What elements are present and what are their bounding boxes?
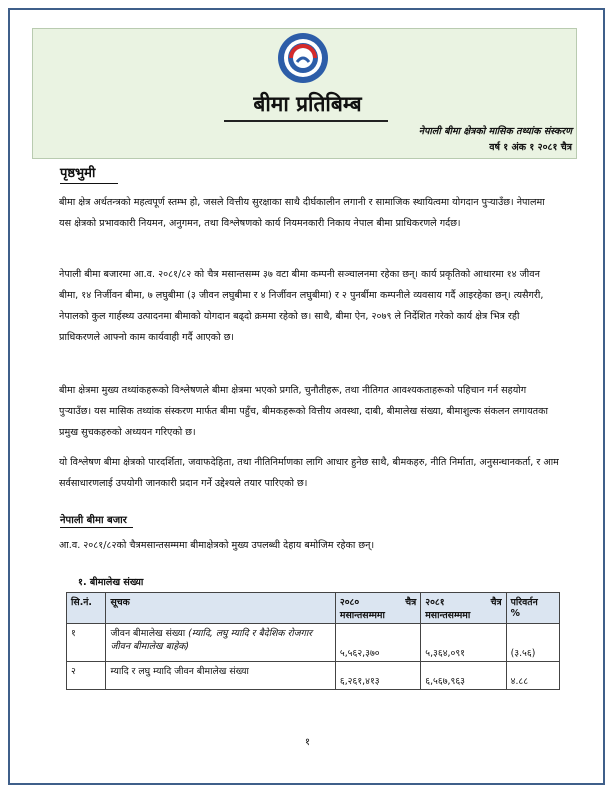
background-heading: पृष्ठभुमी xyxy=(60,166,96,181)
row-indicator-label: म्यादि र लघु म्यादि जीवन बीमालेख संख्या xyxy=(110,666,249,677)
market-heading-underline xyxy=(60,527,133,528)
paragraph-1: बीमा क्षेत्र अर्थतन्त्रको महत्वपूर्ण स्तम्भ हो, जसले वित्तीय सुरक्षाका साथै दीर्घकालीन लगानी र सामाजिक स्थायित्वमा योगदान पुऱ्याउँछ। नेपालमा यस क्षेत्रको प्रभावकारी नियमन, अनुगमन, तथा विश्लेषणको कार्य नियमनकारी निकाय नेपाल बीमा प्राधिकरणले गर्दछ। xyxy=(59,197,545,229)
table-title: १. बीमालेख संख्या xyxy=(78,577,144,588)
publication-subtitle: नेपाली बीमा क्षेत्रको मासिक तथ्यांक संस्करण xyxy=(418,126,572,137)
header-2081-year: २०८१ xyxy=(425,597,445,608)
row-indicator-label: जीवन बीमालेख संख्या xyxy=(110,628,186,639)
row-value-2081: ५,३६४,०९१ xyxy=(421,624,506,662)
insurance-authority-logo-icon xyxy=(277,32,329,84)
masthead-underline xyxy=(224,120,388,122)
header-change-label: परिवर्तन xyxy=(510,597,538,608)
row-sn: १ xyxy=(67,624,106,662)
issue-info: वर्ष १ अंक १ २०८१ चैत्र xyxy=(489,142,572,153)
market-heading: नेपाली बीमा बजार xyxy=(60,515,127,526)
header-2080-year: २०८० xyxy=(339,597,360,608)
row-change: ४.८८ xyxy=(506,662,559,690)
header-2081 xyxy=(421,593,506,624)
header-indicator: सूचक xyxy=(106,593,335,624)
table-row xyxy=(67,624,560,662)
header-sn: सि.नं. xyxy=(67,593,106,624)
table-header-row xyxy=(67,593,560,624)
header-2080-month: चैत्र xyxy=(405,597,417,608)
paragraph-4: यो विश्लेषण बीमा क्षेत्रको पारदर्शिता, जवाफदेहिता, तथा नीतिनिर्माणका लागि आधार हुनेछ साथै, बीमकहरु, नीति निर्माता, अनुसन्धानकर्ता, र आम सर्वसाधारणलाई उपयोगी जानकारी प्रदान गर्ने उद्देश्यले तयार पारिएको छ। xyxy=(59,457,559,489)
row-indicator-note: (म्यादि, लघु म्यादि र बैदेशिक रोजगार जीवन बीमालेख बाहेक) xyxy=(110,628,313,652)
row-indicator xyxy=(106,624,335,662)
paragraph-2: नेपाली बीमा बजारमा आ.व. २०८१/८२ को चैत्र मसान्तसम्म ३७ वटा बीमा कम्पनी सञ्चालनमा रहेका छन्। कार्य प्रकृतिको आधारमा १४ जीवन बीमा, १४ निर्जीवन बीमा, ७ लघुबीमा (३ जीवन लघुबीमा र ४ निर्जीवन लघुबीमा) र २ पुनर्बीमा कम्पनीले व्यवसाय गर्दै आइरहेका छन्। त्यसैगरी, नेपालको कुल गार्हस्थ्य उत्पादनमा बीमाको योगदान बढ्दो क्रममा रहेको छ। साथै, बीमा ऐन, २०७९ ले निर्देशित गरेको कार्य क्षेत्र भित्र रही प्राधिकरणले आफ्नो काम कार्यवाही गर्दै आएको छ। xyxy=(59,269,544,343)
header-change-unit: % xyxy=(510,608,520,619)
background-heading-underline xyxy=(60,183,118,184)
header-2080 xyxy=(335,593,420,624)
header-change xyxy=(506,593,559,624)
row-change: (३.५६) xyxy=(506,624,559,662)
row-value-2081: ६,५६७,९६३ xyxy=(421,662,506,690)
row-indicator xyxy=(106,662,335,690)
policy-count-table xyxy=(66,592,560,690)
market-intro: आ.व. २०८१/८२को चैत्रमसान्तसम्ममा बीमाक्षेत्रको मुख्य उपलब्धी देहाय बमोजिम रहेका छन्। xyxy=(59,540,375,551)
header-2081-month: चैत्र xyxy=(490,597,502,608)
row-value-2080: ६,२६१,४१३ xyxy=(335,662,420,690)
paragraph-3: बीमा क्षेत्रमा मुख्य तथ्यांकहरूको विश्लेषणले बीमा क्षेत्रमा भएको प्रगति, चुनौतीहरू, तथा नीतिगत आवश्यकताहरूको पहिचान गर्न सहयोग पुऱ्याउँछ। यस मासिक तथ्यांक संस्करण मार्फत बीमा पहुँच, बीमकहरूको वित्तीय अवस्था, दाबी, बीमालेख संख्या, बीमाशुल्क संकलन लगायतका प्रमुख सुचकहरुको अध्ययन गरिएको छ। xyxy=(59,385,548,438)
page-number: १ xyxy=(304,737,311,748)
masthead-title: बीमा प्रतिबिम्ब xyxy=(253,91,362,116)
table-row xyxy=(67,662,560,690)
row-value-2080: ५,५६२,३७० xyxy=(335,624,420,662)
header-2080-period: मसान्तसम्ममा xyxy=(339,610,385,621)
row-sn: २ xyxy=(67,662,106,690)
header-2081-period: मसान्तसम्ममा xyxy=(425,610,471,621)
